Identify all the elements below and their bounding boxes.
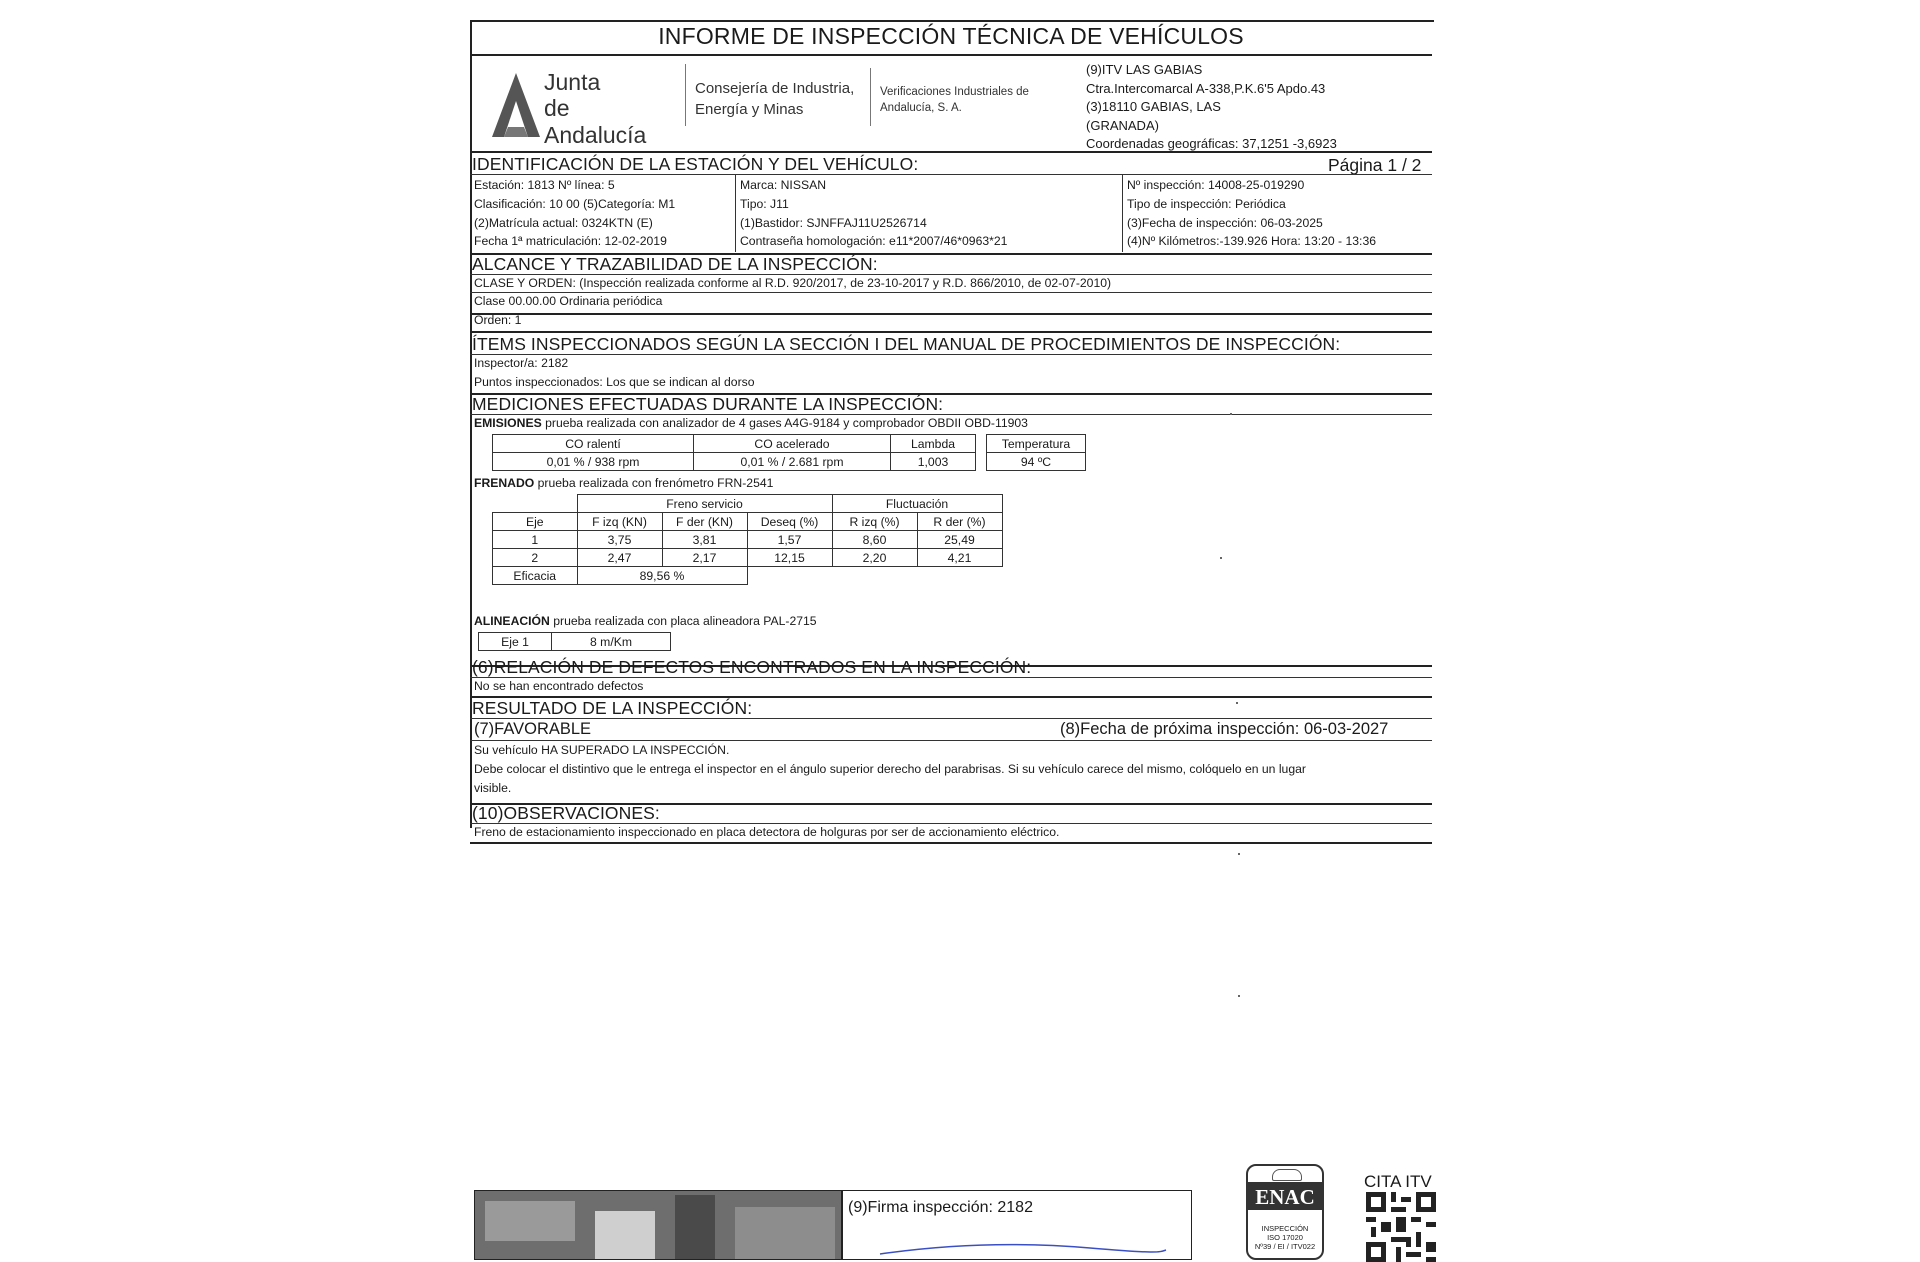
id-classification: Clasificación: 10 00 (5)Categoría: M1 bbox=[474, 196, 676, 211]
signature-stroke bbox=[870, 1240, 1170, 1260]
braking-cell: 3,81 bbox=[662, 531, 747, 549]
emissions-table bbox=[492, 434, 976, 471]
junta-logo-icon bbox=[490, 71, 542, 141]
result-line1: Su vehículo HA SUPERADO LA INSPECCIÓN. bbox=[474, 743, 730, 757]
braking-label: FRENADO bbox=[474, 476, 535, 490]
id-vin: (1)Bastidor: SJNFFAJ11U2526714 bbox=[740, 215, 927, 230]
cita-itv-label: CITA ITV bbox=[1364, 1172, 1432, 1191]
station-addr2: (3)18110 GABIAS, LAS bbox=[1086, 99, 1221, 114]
id-station: Estación: 1813 Nº línea: 5 bbox=[474, 178, 615, 192]
emissions-label: EMISIONES bbox=[474, 416, 542, 430]
result-favorable: (7)FAVORABLE bbox=[474, 720, 592, 738]
emissions-value-lambda: 1,003 bbox=[891, 453, 976, 471]
id-column-inspection bbox=[1127, 176, 1376, 251]
alignment-table bbox=[478, 632, 671, 651]
emissions-header-lambda: Lambda bbox=[891, 435, 976, 453]
result-sub-divider bbox=[470, 740, 1432, 741]
id-homologation: Contraseña homologación: e11*2007/46*0963*21 bbox=[740, 234, 1008, 249]
id-col-divider-1 bbox=[735, 174, 736, 252]
alignment-desc: prueba realizada con placa alineadora PAL-2715 bbox=[549, 614, 817, 628]
scan-dot bbox=[1230, 413, 1232, 415]
braking-table bbox=[492, 494, 1003, 585]
braking-group-fluctuacion: Fluctuación bbox=[832, 495, 1002, 513]
braking-header-r-izq: R izq (%) bbox=[832, 513, 917, 531]
id-column-station bbox=[474, 176, 675, 251]
braking-cell: 2 bbox=[493, 549, 578, 567]
section-title-result: RESULTADO DE LA INSPECCIÓN: bbox=[472, 698, 753, 718]
station-name: (9)ITV LAS GABIAS bbox=[1086, 62, 1203, 77]
scan-dot bbox=[1238, 853, 1240, 855]
veiasa-line2: Andalucía, S. A. bbox=[880, 102, 962, 114]
emissions-desc: prueba realizada con analizador de 4 gases A4G-9184 y comprobador OBDII OBD-11903 bbox=[541, 416, 1028, 430]
result-next-inspection: (8)Fecha de próxima inspección: 06-03-2027 bbox=[1060, 720, 1389, 738]
consejeria-text bbox=[695, 78, 854, 120]
divider bbox=[470, 151, 1432, 153]
logo-separator bbox=[685, 64, 686, 126]
photo-shape bbox=[485, 1201, 575, 1241]
enac-small3: Nº39 / EI / ITV022 bbox=[1254, 1242, 1316, 1251]
id-col-divider-2 bbox=[1122, 174, 1123, 252]
braking-caption bbox=[474, 476, 773, 490]
emissions-caption bbox=[474, 416, 1028, 430]
station-address bbox=[1086, 61, 1337, 154]
braking-eficacia-value: 89,56 % bbox=[577, 567, 747, 585]
braking-header-r-der: R der (%) bbox=[917, 513, 1002, 531]
section-title-items: ÍTEMS INSPECCIONADOS SEGÚN LA SECCIÓN I DEL MANUAL DE PROCEDIMIENTOS DE INSPECCIÓN: bbox=[472, 334, 1341, 354]
veiasa-text bbox=[880, 84, 1029, 116]
braking-cell: 12,15 bbox=[747, 549, 832, 567]
section-title-measurements: MEDICIONES EFECTUADAS DURANTE LA INSPECCIÓN: bbox=[472, 394, 944, 414]
braking-row bbox=[493, 531, 1003, 549]
divider bbox=[470, 331, 1432, 333]
emissions-value-co-acelerado: 0,01 % / 2.681 rpm bbox=[694, 453, 891, 471]
id-inspection-number: Nº inspección: 14008-25-019290 bbox=[1127, 178, 1305, 192]
station-addr3: (GRANADA) bbox=[1086, 117, 1159, 133]
station-addr1: Ctra.Intercomarcal A-338,P.K.6'5 Apdo.43 bbox=[1086, 80, 1326, 96]
section-title-scope: ALCANCE Y TRAZABILIDAD DE LA INSPECCIÓN: bbox=[472, 254, 878, 274]
photo-shape bbox=[595, 1211, 655, 1260]
photo-shape bbox=[735, 1207, 835, 1260]
braking-header-eje: Eje bbox=[493, 513, 578, 531]
braking-header-f-izq: F izq (KN) bbox=[577, 513, 662, 531]
alignment-eje: Eje 1 bbox=[479, 633, 552, 651]
alignment-caption bbox=[474, 614, 817, 628]
braking-blank bbox=[747, 567, 1002, 585]
emissions-value-co-ralenti: 0,01 % / 938 rpm bbox=[493, 453, 694, 471]
vehicle-photo bbox=[474, 1190, 842, 1260]
report-title: INFORME DE INSPECCIÓN TÉCNICA DE VEHÍCULOS bbox=[658, 23, 1244, 49]
signature-label: (9)Firma inspección: 2182 bbox=[848, 1199, 1033, 1216]
enac-small2: ISO 17020 bbox=[1267, 1233, 1303, 1242]
id-first-registration: Fecha 1ª matriculación: 12-02-2019 bbox=[474, 234, 667, 249]
braking-header-f-der: F der (KN) bbox=[662, 513, 747, 531]
station-coords: Coordenadas geográficas: 37,1251 -3,6923 bbox=[1086, 136, 1337, 151]
scope-orden: Orden: 1 bbox=[474, 313, 522, 327]
qr-code-icon[interactable] bbox=[1366, 1192, 1436, 1262]
braking-cell: 2,47 bbox=[577, 549, 662, 567]
junta-logo bbox=[490, 65, 670, 148]
enac-title: ENAC bbox=[1255, 1185, 1315, 1209]
braking-cell: 1,57 bbox=[747, 531, 832, 549]
braking-corner bbox=[493, 495, 578, 513]
alignment-label: ALINEACIÓN bbox=[474, 614, 550, 628]
logo-text-junta: Junta bbox=[544, 69, 601, 95]
consejeria-line1: Consejería de Industria, bbox=[695, 80, 855, 97]
photo-shape bbox=[675, 1195, 715, 1260]
braking-cell: 2,17 bbox=[662, 549, 747, 567]
braking-cell: 3,75 bbox=[577, 531, 662, 549]
braking-cell: 1 bbox=[493, 531, 578, 549]
temperature-value: 94 ºC bbox=[987, 453, 1086, 471]
items-inspector: Inspector/a: 2182 bbox=[474, 356, 569, 370]
id-inspection-type: Tipo de inspección: Periódica bbox=[1127, 196, 1286, 211]
observations-text: Freno de estacionamiento inspeccionado en placa detectora de holguras por ser de accionamiento eléctrico. bbox=[474, 825, 1060, 839]
temperature-table bbox=[986, 434, 1086, 471]
consejeria-line2: Energía y Minas bbox=[695, 101, 804, 118]
id-plate: (2)Matrícula actual: 0324KTN (E) bbox=[474, 215, 653, 230]
result-line3: visible. bbox=[474, 781, 512, 795]
divider bbox=[470, 54, 1432, 56]
id-inspection-date: (3)Fecha de inspección: 06-03-2025 bbox=[1127, 215, 1323, 230]
scan-dot bbox=[1236, 702, 1238, 704]
braking-row bbox=[493, 549, 1003, 567]
inspection-report bbox=[470, 20, 1434, 1260]
braking-cell: 8,60 bbox=[832, 531, 917, 549]
section-title-observations: (10)OBSERVACIONES: bbox=[472, 803, 660, 823]
enac-crown-icon bbox=[1272, 1169, 1302, 1181]
veiasa-line1: Verificaciones Industriales de bbox=[880, 86, 1029, 98]
logo-text-andalucia: de Andalucía bbox=[544, 95, 647, 148]
scope-clase-orden: CLASE Y ORDEN: (Inspección realizada conforme al R.D. 920/2017, de 23-10-2017 y R.D. 866/2010, de 02-07-2010) bbox=[474, 276, 1112, 290]
section-title-defects: (6)RELACIÓN DE DEFECTOS ENCONTRADOS EN LA INSPECCIÓN: bbox=[472, 657, 1032, 677]
scope-clase: Clase 00.00.00 Ordinaria periódica bbox=[474, 294, 663, 308]
braking-header-deseq: Deseq (%) bbox=[747, 513, 832, 531]
id-brand: Marca: NISSAN bbox=[740, 178, 827, 192]
enac-badge bbox=[1246, 1164, 1324, 1260]
scope-sub-divider bbox=[470, 292, 1432, 293]
veiasa-separator bbox=[870, 68, 871, 126]
alignment-value: 8 m/Km bbox=[552, 633, 671, 651]
emissions-header-co-acelerado: CO acelerado bbox=[694, 435, 891, 453]
braking-cell: 4,21 bbox=[917, 549, 1002, 567]
braking-eficacia-label: Eficacia bbox=[493, 567, 578, 585]
braking-cell: 25,49 bbox=[917, 531, 1002, 549]
items-puntos: Puntos inspeccionados: Los que se indican al dorso bbox=[474, 375, 755, 389]
scan-dot bbox=[1220, 557, 1222, 559]
page-number: Página 1 / 2 bbox=[1328, 155, 1422, 175]
id-type: Tipo: J11 bbox=[740, 196, 789, 211]
id-km-time: (4)Nº Kilómetros:-139.926 Hora: 13:20 - 13:36 bbox=[1127, 234, 1377, 249]
defects-text: No se han encontrado defectos bbox=[474, 679, 644, 693]
braking-cell: 2,20 bbox=[832, 549, 917, 567]
id-column-vehicle bbox=[740, 176, 1007, 251]
enac-small1: INSPECCIÓN bbox=[1261, 1224, 1309, 1233]
section-title-identification: IDENTIFICACIÓN DE LA ESTACIÓN Y DEL VEHÍCULO: bbox=[472, 154, 919, 174]
temperature-header: Temperatura bbox=[987, 435, 1086, 453]
emissions-header-co-ralenti: CO ralentí bbox=[493, 435, 694, 453]
result-line2: Debe colocar el distintivo que le entrega el inspector en el ángulo superior derecho del parabrisas. Si su vehículo carece del mismo, colóquelo en un lugar bbox=[474, 762, 1306, 776]
scan-dot bbox=[1238, 995, 1240, 997]
braking-desc: prueba realizada con frenómetro FRN-2541 bbox=[534, 476, 774, 490]
braking-group-freno-servicio: Freno servicio bbox=[577, 495, 832, 513]
